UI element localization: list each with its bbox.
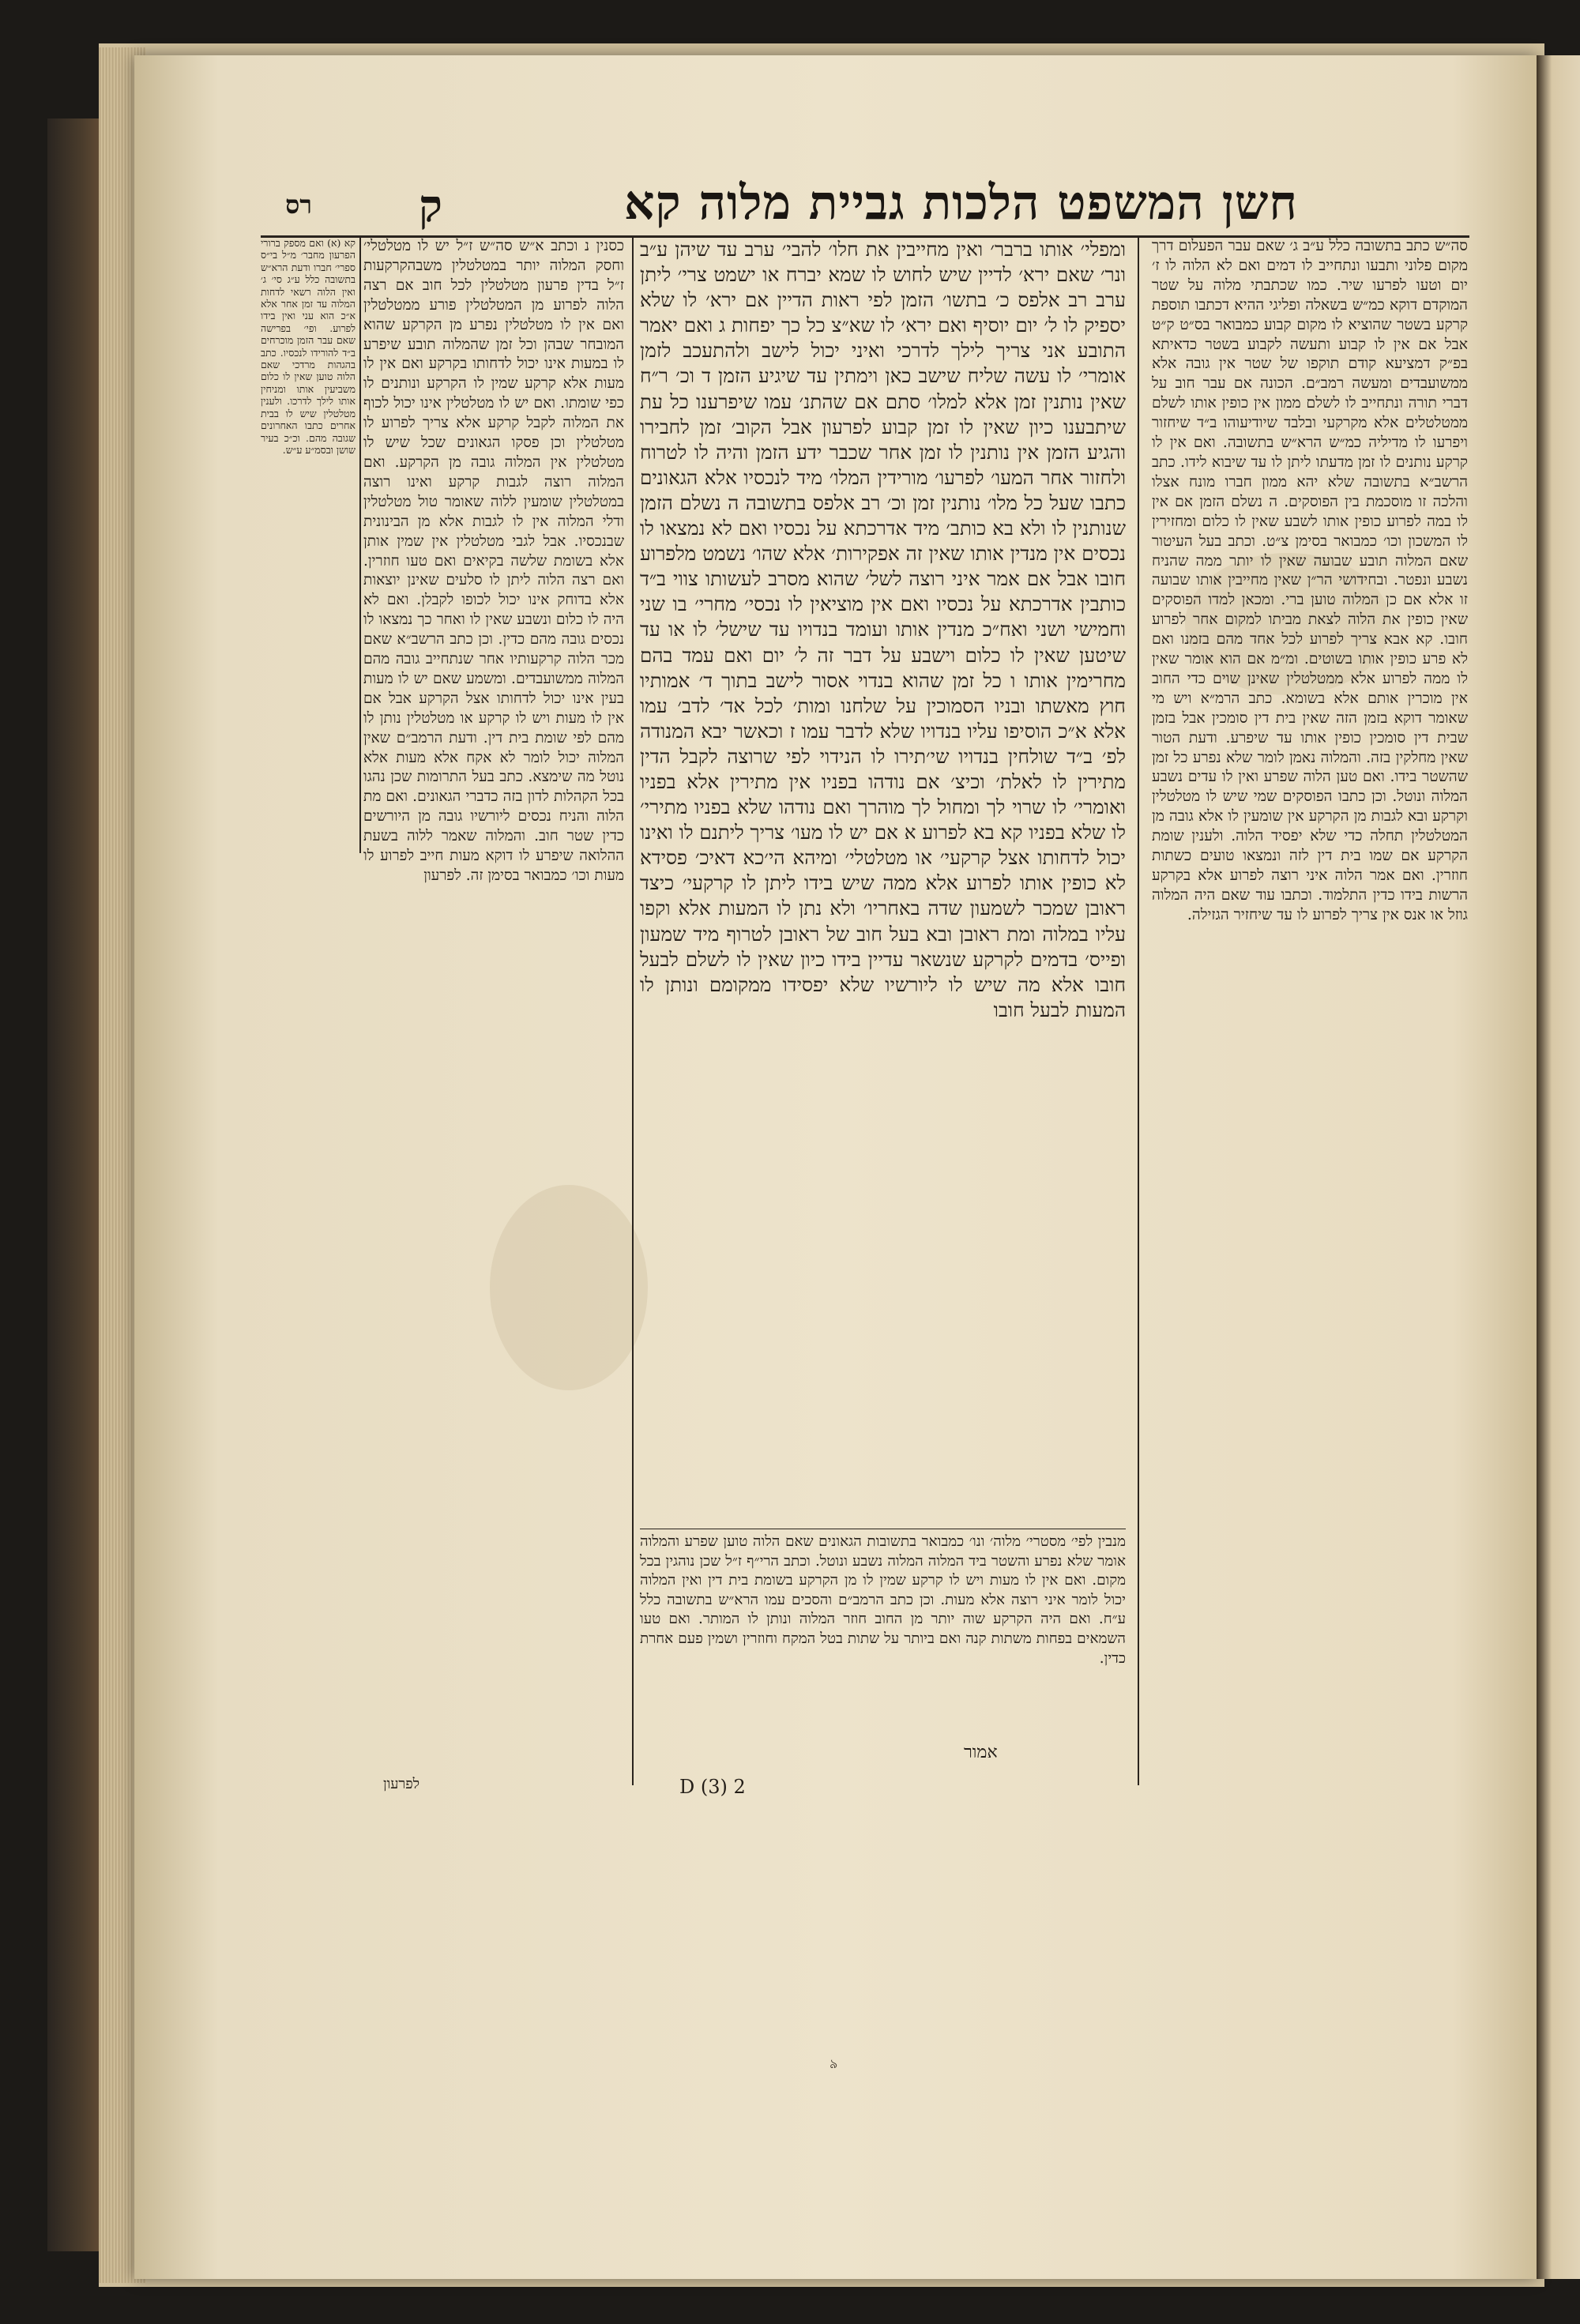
folio-marker: רס: [285, 190, 312, 220]
column-divider: [1138, 237, 1139, 1785]
column-divider: [632, 237, 634, 1785]
commentary-left-column: כסנין נ וכתב א״ש סה״ש ז״ל יש לו מטלטלי׳ וחסק המלוה יותר במטלטלין משבהקרקעות ז״ל בדין פרעון מטלטלין לכל חוב אם רצה הלוה לפרוע מן המטלטלין פורע ממטלטלין ואם אין לו מטלטלין נפרע מן הקרקע שהוא המובחר שבהן וכל זמן שהמלוה תובע שיפרע לו במעות אינו יכול לדחותו בקרקע ואם אין לו מעות אלא קרקע שמין לו הקרקע ונותנים לו כפי שומתו. ואם יש לו מטלטלין אינו יכול לכוף את המלוה לקבל קרקע אלא צריך לפרוע לו מטלטלין וכן פסקו הגאונים שכל שיש לו מטלטלין אין המלוה גובה מן הקרקע. ואם המלוה רוצה לגבות קרקע ואינו רוצה במטלטלין שומעין ללוה שאומר טול מטלטלין ודלי המלוה אין לו לגבות אלא מן הבינונית שבנכסיו. אבל לגבי מטלטלין אין שמין אותן אלא בשומת שלשה בקיאים ואם טעו חוזרין. ואם רצה הלוה ליתן לו סלעים שאינן יוצאות אלא בדוחק אינו יכול לכופו לקבלן. ואם לא היה לו כלום ונשבע שאין לו ואחר כך נמצאו לו נכסים גובה מהם כדין. וכן כתב הרשב״א שאם מכר הלוה קרקעותיו אחר שנתחייב גובה מהם המלוה ממשועבדים. ומשמע שאם יש לו מעות בעין אינו יכול לדחותו אצל הקרקע אבל אם אין לו מעות ויש לו קרקע או מטלטלין נותן לו מהם לפי שומת בית דין. ודעת הרמב״ם שאין המלוה יכול לומר לא אקח אלא מעות אלא נוטל מה שימצא. כתב בעל התרומות שכן נהגו בכל הקהלות לדון בזה כדברי הגאונים. ואם מת הלוה והניח נכסים ליורשיו גובה מן היורשים כדין שטר חוב. והמלוה שאמר ללוה בשעת ההלואה שיפרע לו דוקא מעות חייב לפרוע לו מעות וכו׳ כמבואר בסימן זה. לפרעון: [363, 238, 624, 884]
column-divider: [359, 237, 361, 853]
margin-notes-column: קא (א) ואם מספק ברורי הפרעון מחבר׳ מ״ל בי״ס ספרי׳ חברו ודעת הרא״ש בתשובה כלל ע״ג סי׳ ג׳ ואין הלוה רשאי לדחות המלוה עד זמן אחר אלא א״כ הוא עני ואין בידו לפרוע. ופי׳ בפרישה שאם עבר הזמן מוכרחים ב״ד להורידו לנכסיו. כתב בהגהות מרדכי שאם הלוה טוען שאין לו כלום משביעין אותו ומניחין אותו לילך לדרכו. ולענין מטלטלין שיש לו בבית אחרים כתבו האחרונים שגובה מהם. וכ״כ בעיר שושן ובסמ״ע ע״ש.: [261, 237, 356, 456]
commentary-right-column: סה״ש כתב בתשובה כלל ע״ב ג׳ שאם עבר הפעלום דרך מקום פלוני ותבעו ונתחייב לו דמים ואם לא הלוה לו ז׳ יום וטעו לפרעו שיר. כמו שכתבתי מלוה על שטר המוקדם דוקא כמ״ש בשאלה ופליגי ההיא דכתבו תוספת קרקע בשטר שהוציא לו מקום קבוע כמבואר בס״ט ק״ט אבל אם אין לו קבוע ותעשה לקבוע בשטר כדאיתא בפ״ק דמציעא קודם תוקפו של שטר אין גובה אלא ממשועבדים ומעשה רמב״ם. הכונה אם עבר חוב על דברי תורה ונתחייב לו לשלם ממון אין כופין אותו לשלם ממטלטלים אלא מקרקעי ובלבד שיודיעוהו ב״ד שיחזור ויפרעו לו מדיליה כמ״ש הרא״ש בתשובה. ואם אין לו קרקע נותנים לו זמן מדעתו ליתן לו עד שיבוא לידו. כתב הרשב״א בתשובה שלא יהא ממון חברו מונח אצלו והלכה זו מוסכמת בין הפוסקים. ה נשלם הזמן אם אין לו במה לפרוע כופין אותו לשבע שאין לו כלום ומחזירין לו המשכון וכו׳ כמבואר בסימן צ״ט. וכתב בעל העיטור שאם המלוה תובע שבועה שאין לו יותר ממה שהניח נשבע ונפטר. ובחידושי הר״ן שאין מחייבין אותו שבועה זו אלא אם כן המלוה טוען ברי. ומכאן למדו הפוסקים שאין כופין את הלוה לצאת מביתו למקום אחר לפרוע חובו. קא אבא צריך לפרוע לכל אחד מהם בזמנו ואם לא פרע כופין אותו בשוטים. ומ״מ אם הוא אומר שאין לו ממה לפרוע אלא ממטלטלין שאינן שוים כדי החוב אין מוכרין אותם אלא בשומא. כתב הרמ״א ויש מי שאומר דוקא בזמן הזה שאין בית דין סומכין אבל בזמן שבית דין סומכין כופין אותו עד שיפרע. ודעת הטור שאין מחלקין בזה. והמלוה נאמן לומר שלא נפרע כל זמן שהשטר בידו. ואם טען הלוה שפרע ואין לו עדים נשבע המלוה ונוטל. וכן כתבו הפוסקים שמי שיש לו מטלטלין וקרקע ובא לגבות מן הקרקע אין שומעין לו אלא גובה מן המטלטלין תחלה כדי שלא יפסיד הלוה. ולענין שומת הקרקע אם שמו בית דין לזה ונמצאו טועים כשתות חוזרין. ואם אמר הלוה איני רוצה לפרוע אלא בקרקע הרשות בידו כדין התלמוד. וכתבו עוד שאם היה המלוה גוזל או אנס אין צריך לפרוע לו עד שיחזיר הגזילה.: [1152, 238, 1468, 923]
catchword-left: לפרעון: [383, 1776, 420, 1792]
catchword: אמור: [964, 1743, 998, 1762]
main-text-column: ומפלי׳ אותו ברבר׳ ואין מחייבין את חלו׳ להבי׳ ערב עד שיהן ע״ב ונר׳ שאם ירא׳ לדיין שיש לחוש לו שמא יברח או ישמט צרי׳ ליתן ערב רב אלפס כ׳ בתשו׳ הזמן לפי ראות הדיין אם ירא׳ לו שלא יספיק לו ל׳ יום יוסיף ואם ירא׳ לו שא״צ כל כך יפחות ג ואם יאמר התובע אני צריך לילך לדרכי ואיני יכול לישב ולהתעכב לזמן אומרי׳ לו עשה שליח שישב כאן וימתין עד שיגיע הזמן ד וכ׳ ר״ח שאין נותנין זמן אלא למלו׳ סתם אם שהתנ׳ עמו שיפרענו כל עת שיתבענו כיון שאין לו זמן קבוע לפרעון אבל הקוב׳ זמן לחבירו והגיע הזמן אין נותנין לו זמן אחר שכבר ידע הזמן והיה לו לטרוח ולחזור אחר המעו׳ לפרעו׳ מורידין המלו׳ מיד לנכסיו אלא הגאונים כתבו שעל כל מלו׳ נותנין זמן וכ׳ רב אלפס בתשובה ה נשלם הזמן שנותנין לו ולא בא כותב׳ מיד אדרכתא על נכסיו ואם לא נמצאו לו נכסים אין מנדין אותו שאין זה אפקירות׳ אלא שהו׳ נשמט מלפרוע חובו אבל אם אמר איני רוצה לשל׳ שהוא מסרב לעשותו צווי ב״ד כותבין אדרכתא על נכסיו ואם אין מוציאין לו נכסי׳ מחרי׳ בו שני וחמישי ושני ואח״כ מנדין אותו ועומד בנדויו עד שישל׳ לו או עד שיטען שאין לו כלום וישבע על דבר זה ל׳ יום ואם עמד בהם מחרימין אותו ו כל זמן שהוא בנדוי אסור לישב בתוך ד׳ אמותיו חוץ מאשתו ובניו הסמוכין על שלחנו ומות׳ לכל אד׳ לדב׳ עמו אלא א״כ הוסיפו עליו בנדויו שלא לדבר עמו ז וכאשר יבא המנודה לפ׳ ב״ד שולחין בנדויו שי׳תירו לו הנידוי לפי שרוצה לקבל הדין מתירין לו לאלת׳ וכיצ׳ אם נודהו בפניו אין מתירין אלא בפניו ואומרי׳ לו שרוי לך ומחול לך מוהרך ואם נודהו שלא בפניו מתירי׳ לו שלא בפניו קא בא לפרוע א אם יש לו מעו׳ צריך ליתנם לו ואינו יכול לדחותו אצל קרקעי׳ או מטלטלי׳ ומיהא הי׳כא דאיכ׳ פסידא לא כופין אותו לפרוע אלא ממה שיש בידו ליתן לו קרקעי׳ כיצד ראובן שמכר לשמעון שדה באחריו׳ ולא נתן לו המעות אלא וקפו עליו במלוה ומת ראובן ובא בעל חוב של ראובן לטרוף מיד שמעון ופייס׳ בדמים לקרקע שנשאר עדיין בידו כיון שאין לו לשלם לבעל חובו אלא מה שיש לו ליורשיו שלא יפסידו ממקומם ונותן לו המעות לבעל חובו: [640, 238, 1126, 1021]
facing-page-edge: [1537, 55, 1580, 2279]
running-title: חשן המשפט הלכות גביית מלוה קא: [624, 175, 1298, 231]
folio-number: ק: [419, 180, 442, 232]
bottom-note: מנבין לפי׳ מסטרי׳ מלוה׳ ונו׳ כמבואר בתשובות הגאונים שאם הלוה טוען שפרע והמלוה אומר שלא נפרע והשטר ביד המלוה המלוה נשבע ונוטל. וכתב הרי״ף ז״ל שכן נוהגין בכל מקום. ואם אין לו מעות ויש לו קרקע שמין לו מן הקרקע בשומת בית דין ואין המלוה יכול לומר איני רוצה אלא מעות. וכן כתב הרמב״ם והסכים עמו הרא״ש בתשובה כלל ע״ח. ואם היה הקרקע שוה יותר מן החוב חוזר המלוה ונותן לו המותר. ואם טעו השמאים בפחות משתות קנה ואם ביותר על שתות בטל המקח וחוזרין ושמין פעם אחרת כדין.: [640, 1533, 1126, 1667]
stray-mark: ৯: [830, 2056, 838, 2071]
printer-signature: D (3) 2: [679, 1776, 746, 1798]
